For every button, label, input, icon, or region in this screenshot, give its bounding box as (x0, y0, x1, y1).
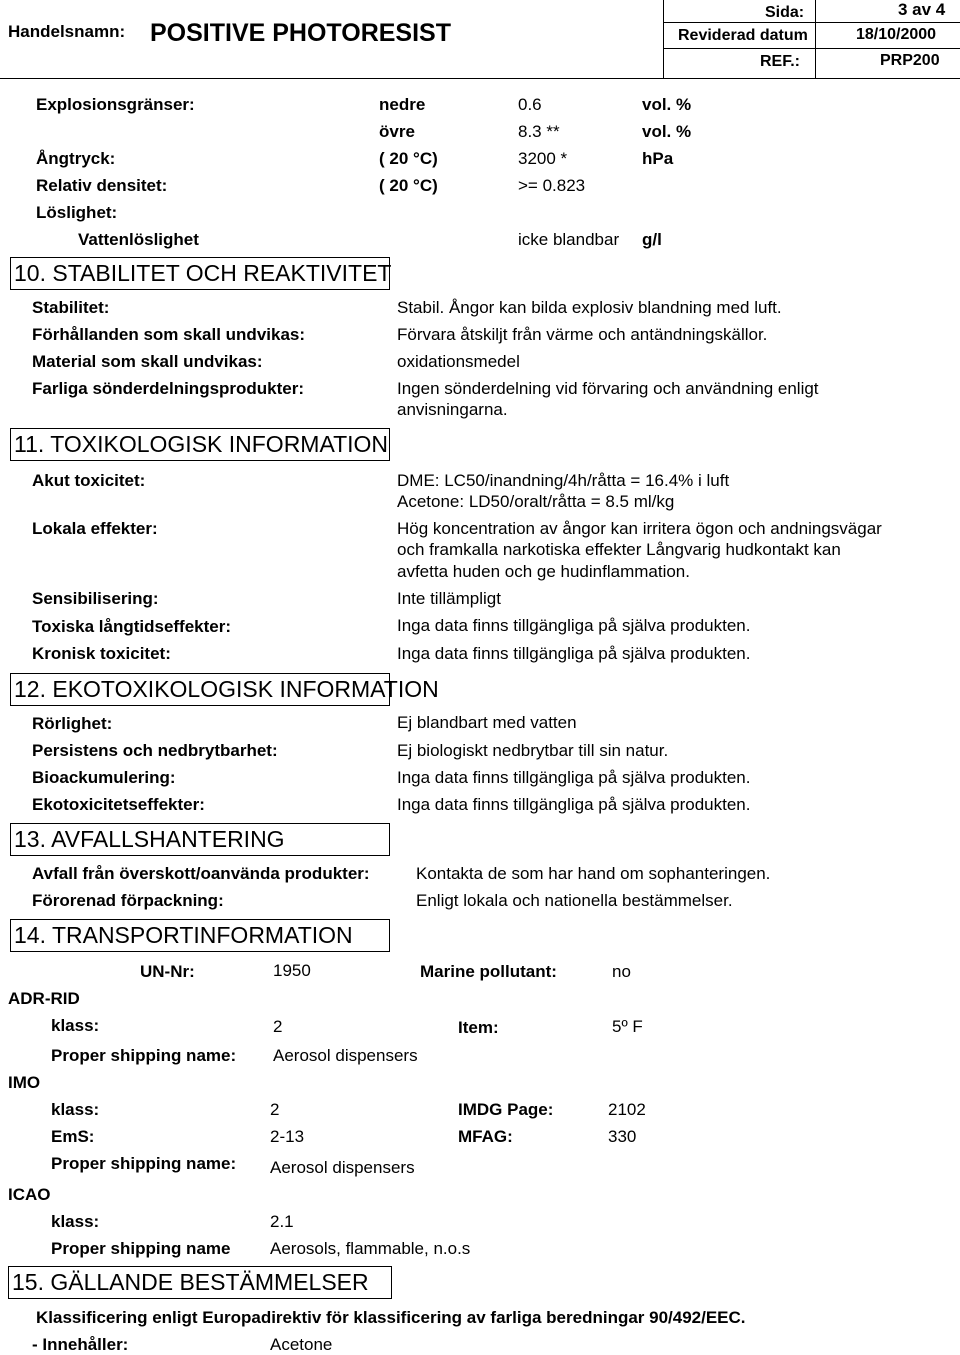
icao-class-label: klass: (51, 1212, 100, 1231)
icao-shipping-name-value: Aerosols, flammable, n.o.s (270, 1239, 471, 1258)
lower-limit-unit: vol. % (642, 95, 692, 114)
revised-date-value: 18/10/2000 (856, 26, 937, 43)
imo-shipping-name-value: Aerosol dispensers (270, 1158, 415, 1177)
section-14-title: 14. TRANSPORTINFORMATION (10, 919, 390, 952)
lower-limit-label: nedre (379, 95, 426, 114)
section-13-title: 13. AVFALLSHANTERING (10, 823, 390, 856)
imdg-page-value: 2102 (608, 1100, 646, 1119)
long-term-effects-label: Toxiska långtidseffekter: (32, 617, 232, 636)
ecotoxicity-label: Ekotoxicitetseffekter: (32, 795, 205, 814)
adr-item-label: Item: (458, 1018, 499, 1037)
ref-value: PRP200 (880, 52, 940, 69)
stability-label: Stabilitet: (32, 298, 110, 317)
trade-name-label: Handelsnamn: (8, 22, 126, 41)
mobility-value: Ej blandbart med vatten (397, 713, 577, 732)
conditions-avoid-value: Förvara åtskiljt från värme och antändningskällor. (397, 325, 768, 344)
surplus-waste-value: Kontakta de som har hand om sophanteringen. (416, 864, 771, 883)
ecotoxicity-value: Inga data finns tillgängliga på själva produkten. (397, 795, 751, 814)
imo-heading: IMO (8, 1073, 41, 1092)
sensitisation-label: Sensibilisering: (32, 589, 159, 608)
product-name: POSITIVE PHOTORESIST (150, 19, 451, 47)
ref-label: REF.: (760, 53, 800, 70)
imo-class-value: 2 (270, 1100, 280, 1119)
imo-mfag-value: 330 (608, 1127, 637, 1146)
stability-value: Stabil. Ångor kan bilda explosiv blandning med luft. (397, 298, 782, 317)
contains-label: - Innehåller: (32, 1335, 129, 1354)
header-divider-2 (815, 0, 816, 78)
local-effects-value-line2: och framkalla narkotiska effekter Långvarig hudkontakt kan (397, 540, 841, 559)
header-rule-mid (663, 48, 960, 49)
header-rule-top (663, 22, 960, 23)
relative-density-value: >= 0.823 (518, 176, 586, 195)
lower-limit-value: 0.6 (518, 95, 542, 114)
imo-class-label: klass: (51, 1100, 100, 1119)
un-number-label: UN-Nr: (140, 962, 195, 981)
sensitisation-value: Inte tillämpligt (397, 589, 501, 608)
chronic-toxicity-value: Inga data finns tillgängliga på själva produkten. (397, 644, 751, 663)
adr-class-value: 2 (273, 1017, 283, 1036)
imo-mfag-label: MFAG: (458, 1127, 513, 1146)
classification-text: Klassificering enligt Europadirektiv för klassificering av farliga beredningar 90/492/EEC. (36, 1308, 746, 1327)
local-effects-value-line3: avfetta huden och ge hudinflammation. (397, 562, 690, 581)
vapour-pressure-condition: ( 20 °C) (379, 149, 438, 168)
upper-limit-label: övre (379, 122, 415, 141)
vapour-pressure-label: Ångtryck: (36, 149, 116, 168)
acute-toxicity-label: Akut toxicitet: (32, 471, 146, 490)
upper-limit-unit: vol. % (642, 122, 692, 141)
chronic-toxicity-label: Kronisk toxicitet: (32, 644, 171, 663)
relative-density-condition: ( 20 °C) (379, 176, 438, 195)
icao-class-value: 2.1 (270, 1212, 294, 1231)
imo-ems-label: EmS: (51, 1127, 95, 1146)
section-12-title: 12. EKOTOXIKOLOGISK INFORMATION (10, 673, 390, 706)
marine-pollutant-value: no (612, 962, 631, 981)
relative-density-label: Relativ densitet: (36, 176, 168, 195)
bioaccumulation-label: Bioackumulering: (32, 768, 176, 787)
imo-ems-value: 2-13 (270, 1127, 305, 1146)
page-label: Sida: (765, 4, 805, 21)
header-rule-bottom (0, 78, 960, 79)
marine-pollutant-label: Marine pollutant: (420, 962, 557, 981)
imo-shipping-name-label: Proper shipping name: (51, 1154, 237, 1173)
adr-rid-heading: ADR-RID (8, 989, 80, 1008)
long-term-effects-value: Inga data finns tillgängliga på själva produkten. (397, 616, 751, 635)
icao-shipping-name-label: Proper shipping name (51, 1239, 231, 1258)
acute-toxicity-value-line2: Acetone: LD50/oralt/råtta = 8.5 ml/kg (397, 492, 675, 511)
adr-shipping-name-label: Proper shipping name: (51, 1046, 237, 1065)
page-value: 3 av 4 (898, 0, 946, 19)
acute-toxicity-value: DME: LC50/inandning/4h/råtta = 16.4% i luft (397, 471, 730, 490)
solubility-label: Löslighet: (36, 203, 118, 222)
decomposition-value: Ingen sönderdelning vid förvaring och användning enligt (397, 379, 819, 398)
adr-item-value: 5º F (612, 1017, 643, 1036)
section-15-title: 15. GÄLLANDE BESTÄMMELSER (8, 1266, 392, 1299)
header-divider-1 (663, 0, 664, 78)
vapour-pressure-unit: hPa (642, 149, 674, 168)
decomposition-value-line2: anvisningarna. (397, 400, 508, 419)
persistence-value: Ej biologiskt nedbrytbar till sin natur. (397, 741, 669, 760)
persistence-label: Persistens och nedbrytbarhet: (32, 741, 278, 760)
adr-class-label: klass: (51, 1016, 100, 1035)
icao-heading: ICAO (8, 1185, 51, 1204)
materials-avoid-value: oxidationsmedel (397, 352, 520, 371)
water-solubility-value: icke blandbar (518, 230, 620, 249)
bioaccumulation-value: Inga data finns tillgängliga på själva produkten. (397, 768, 751, 787)
revised-date-label: Reviderad datum (678, 27, 808, 44)
upper-limit-value: 8.3 ** (518, 122, 560, 141)
conditions-avoid-label: Förhållanden som skall undvikas: (32, 325, 306, 344)
decomposition-label: Farliga sönderdelningsprodukter: (32, 379, 305, 398)
surplus-waste-label: Avfall från överskott/oanvända produkter: (32, 864, 370, 883)
section-11-title: 11. TOXIKOLOGISK INFORMATION (10, 428, 390, 461)
contaminated-packaging-label: Förorenad förpackning: (32, 891, 224, 910)
local-effects-value: Hög koncentration av ångor kan irritera ögon och andningsvägar (397, 519, 882, 538)
un-number-value: 1950 (273, 961, 311, 980)
materials-avoid-label: Material som skall undvikas: (32, 352, 263, 371)
water-solubility-unit: g/l (642, 230, 662, 249)
vapour-pressure-value: 3200 * (518, 149, 568, 168)
contains-value: Acetone (270, 1335, 333, 1354)
water-solubility-label: Vattenlöslighet (78, 230, 199, 249)
local-effects-label: Lokala effekter: (32, 519, 158, 538)
section-10-title: 10. STABILITET OCH REAKTIVITET (10, 257, 390, 290)
adr-shipping-name-value: Aerosol dispensers (273, 1046, 418, 1065)
explosion-limits-label: Explosionsgränser: (36, 95, 195, 114)
contaminated-packaging-value: Enligt lokala och nationella bestämmelser. (416, 891, 733, 910)
mobility-label: Rörlighet: (32, 714, 113, 733)
imdg-page-label: IMDG Page: (458, 1100, 554, 1119)
